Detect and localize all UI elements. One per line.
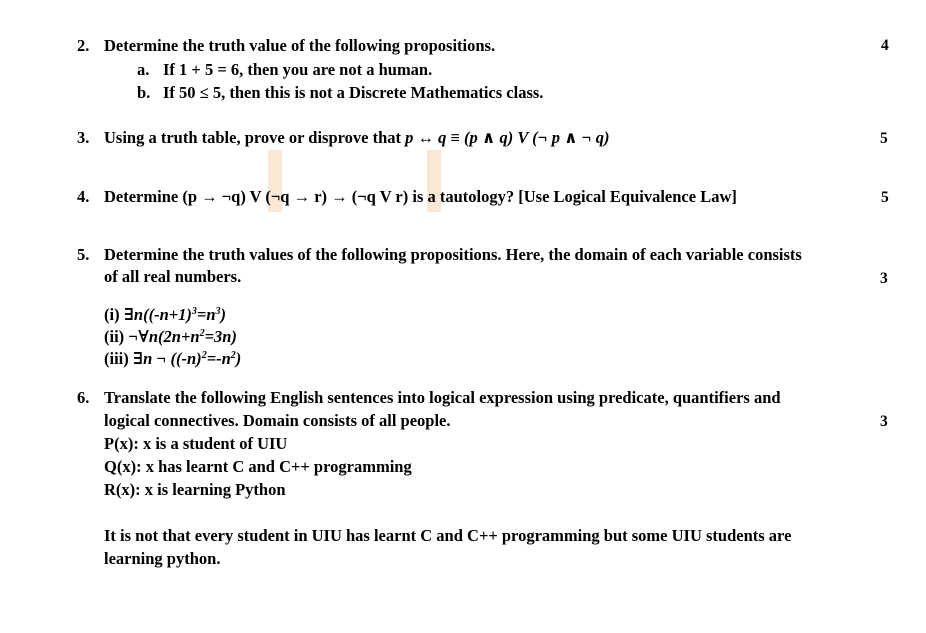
question-6-line-2: logical connectives. Domain consists of all people. bbox=[104, 411, 451, 430]
question-6-line-1: Translate the following English sentences into logical expression using predicate, quantifiers and bbox=[104, 388, 781, 407]
question-5-line-1: Determine the truth values of the following propositions. Here, the domain of each variable consists bbox=[104, 245, 802, 264]
question-2-marks: 4 bbox=[881, 37, 889, 54]
question-3-text bbox=[104, 127, 610, 148]
question-3-number: 3. bbox=[77, 128, 90, 147]
question-5-number: 5. bbox=[77, 245, 90, 264]
question-6-marks: 3 bbox=[880, 413, 888, 430]
question-5-item-i bbox=[104, 304, 226, 325]
item-label: (iii) bbox=[104, 349, 129, 368]
predicate-r-definition: R(x): x is learning Python bbox=[104, 480, 286, 499]
question-6-sentence-line-2: learning python. bbox=[104, 549, 221, 568]
question-4-text: Determine (p → ¬q) V (¬q → r) → (¬q V r) is a tautology? [Use Logical Equivalence Law] bbox=[104, 187, 737, 206]
item-formula: $\exists n((-n+1)^3=n^3)$ bbox=[123, 305, 227, 324]
predicate-q-definition: Q(x): x has learnt C and C++ programming bbox=[104, 457, 412, 476]
question-3-prompt: Using a truth table, prove or disprove that bbox=[104, 128, 402, 147]
question-5-item-iii bbox=[104, 348, 241, 369]
question-4-number: 4. bbox=[77, 187, 90, 206]
question-5-line-2: of all real numbers. bbox=[104, 267, 242, 286]
question-3-formula: p ↔ q ≡ (p ∧ q) V (¬ p ∧ ¬ q) bbox=[405, 128, 610, 147]
question-5-marks: 3 bbox=[880, 270, 888, 287]
item-label: (ii) bbox=[104, 327, 125, 346]
item-formula: ∃n ¬ $((-n)^2=-n^2)$ bbox=[132, 349, 242, 368]
question-3-marks: 5 bbox=[880, 130, 888, 147]
question-2-number: 2. bbox=[77, 36, 90, 55]
question-2b-text: If 50 ≤ 5, then this is not a Discrete Mathematics class. bbox=[163, 83, 544, 102]
item-formula: $\neg\forall n(2n+n^2=3n)$ bbox=[128, 327, 237, 346]
question-6-sentence-line-1: It is not that every student in UIU has learnt C and C++ programming but some UIU students are bbox=[104, 526, 792, 545]
predicate-p-definition: P(x): x is a student of UIU bbox=[104, 434, 288, 453]
item-label: (i) bbox=[104, 305, 120, 324]
question-5-item-ii bbox=[104, 326, 237, 347]
question-2-text: Determine the truth value of the following propositions. bbox=[104, 36, 496, 55]
question-2a-label: a. bbox=[137, 60, 150, 79]
question-6-number: 6. bbox=[77, 388, 90, 407]
question-2b-label: b. bbox=[137, 83, 151, 102]
question-2a-text: If 1 + 5 = 6, then you are not a human. bbox=[163, 60, 433, 79]
question-4-marks: 5 bbox=[881, 189, 889, 206]
